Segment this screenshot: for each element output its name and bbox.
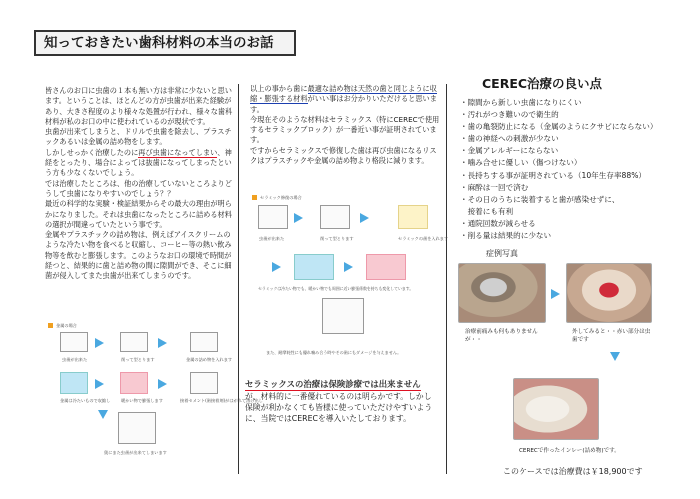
photo-caption: CERECで作ったインレー(詰め物)です。 [519, 448, 620, 454]
left-paragraph-3: しかしせっかく治療したのに再び虫歯になってしまい、神経をとったり、場合によっては抜歯になってしまったという方も少なくないでしょう。 [45, 147, 232, 178]
column-divider-right [446, 84, 447, 474]
left-paragraph-1: 皆さんのお口に虫歯の１本も無い方は非常に少ないと思います。ということは、ほとんどの方が虫歯が出来た経験があり、大きさ程度のより様々な処置が行われ、様々な歯科材料が私のお口の中に使われているのが現状です。 [45, 86, 233, 126]
tooth-figure-warm [366, 254, 406, 280]
diagram-title: セラミック修復の場合 [260, 195, 302, 200]
arrow-icon [158, 338, 167, 348]
page-title: 知っておきたい歯科材料の本当のお話 [34, 30, 296, 56]
tooth-figure [60, 332, 88, 352]
left-paragraph-4: では治療したところは、他の治療していないところよりどうして虫歯になりやすいのでしょう？？ [45, 178, 232, 198]
case-photo-removed [566, 263, 652, 323]
arrow-icon [551, 289, 560, 299]
tooth-figure-ceramic-restored [322, 298, 364, 334]
tooth-figure-decayed [118, 412, 156, 444]
tooth-figure-cold [294, 254, 334, 280]
diagram-label: 削って型とります [121, 357, 155, 362]
diagram-label: 削って型とります [320, 236, 354, 241]
tooth-figure-warm [120, 372, 148, 394]
photo-caption: 外してみると・・赤い部分は虫歯です [572, 329, 651, 343]
middle-paragraph-1: 以上の事から歯に最適な詰め物は天然の歯と同じように収縮・膨張する材料がいい事はお分かりいただけると思います。 [250, 84, 437, 114]
tooth-figure [190, 372, 218, 394]
list-item: ・歯の亀裂防止になる（金属のようにクサビにならない） [460, 122, 658, 132]
list-item: ・隙間から新しい虫歯になりにくい [460, 98, 582, 107]
diagram-title: 金属の場合 [56, 323, 77, 328]
tooth-figure [320, 205, 350, 229]
tooth-figure-cold [60, 372, 88, 394]
cerec-benefits-title: CEREC治療の良い点 [482, 76, 603, 91]
list-item: ・噛み合せに優しい（傷つけない） [460, 158, 582, 168]
list-item: ・金属アレルギーにならない [460, 146, 559, 156]
arrow-down-icon [610, 352, 620, 361]
diagram-label: 奥にまた虫歯が出来てしまいます [104, 450, 167, 455]
left-column-text [45, 86, 233, 282]
diagram-label: セラミックの歯を入れます [398, 236, 449, 241]
list-item: ・汚れがつき難いので衛生的 [460, 110, 559, 120]
bullet-icon [48, 323, 53, 328]
tooth-figure [190, 332, 218, 352]
insurance-heading: セラミックスの治療は保険診療では出来ません [245, 379, 421, 389]
left-paragraph-5: 最近の科学的な実験・検証結果からその最大の理由が明らかになりました。それは虫歯になったところに詰める材料の選択が間違っていたという事です。 [45, 199, 232, 229]
middle-paragraph-3: ですからセラミックスで修復した歯は再び虫歯になるリスクはプラスチックや金属の詰め物より格段に減ります。 [250, 145, 437, 166]
arrow-icon [158, 379, 167, 389]
diagram-label: 接着セメント(歯接着剤)がはがれて溶け出し [180, 398, 263, 403]
arrow-icon [95, 379, 104, 389]
middle-column-text [250, 84, 440, 166]
photo-caption: 治療前痛みも何もありませんが・・ [465, 329, 538, 343]
arrow-icon [294, 213, 303, 223]
tooth-figure [120, 332, 148, 352]
insurance-text: が、材料的に一番優れているのは明らかです。しかし保険が利かなくても皆様に使っていただけやすいように、当院ではCERECを導入いたしております。 [245, 392, 433, 423]
list-item: ・その日のうちに装着すると歯が感染せずに、 [460, 194, 620, 204]
list-item: 接着にも有利 [460, 206, 514, 216]
tooth-figure-ceramic [398, 205, 428, 229]
case-photo-cerec-inlay [513, 378, 599, 440]
cerec-benefits-list [460, 97, 657, 242]
diagram-label: 虫歯が出来た [62, 357, 88, 362]
column-divider-left [238, 84, 239, 474]
arrow-icon [272, 262, 281, 272]
diagram-label: 虫歯が出来た [259, 236, 285, 241]
list-item: ・削る量は結果的に少ない [460, 231, 552, 241]
arrow-icon [344, 262, 353, 272]
list-item: ・麻酔は一回で済む [460, 182, 529, 192]
treatment-cost: このケースでは治療費は￥18,900です [503, 467, 643, 476]
left-paragraph-2: 虫歯が出来てしまうと、ドリルで虫歯を除去し、プラスチックあるいは金属の詰め物をします。 [45, 127, 232, 147]
left-paragraph-6: 金属やプラスチックの詰め物は、例えばアイスクリームのような冷たい物を食べると収縮し、コーヒー等の熱い飲み物等を飲むと膨張します。このようなお口の環境で時間が経つと、結果的に歯と詰め物の間に隙間ができ、そこに細菌が侵入してまた虫歯が出来てしまうのです。 [45, 230, 232, 281]
underlined-ideal-material: 最適な詰め物は天然の歯と同じように収縮・膨張する材料 [250, 84, 437, 104]
middle-paragraph-2: 今現在そのような材料はセラミックス（特にCERECで使用するセラミックブロック）が一番近い事が証明されています。 [250, 114, 440, 145]
bullet-icon [252, 195, 257, 200]
arrow-down-icon [98, 410, 108, 419]
list-item: ・歯の神経への刺激が少ない [460, 134, 559, 144]
arrow-icon [360, 213, 369, 223]
diagram-label: 金属は冷たいもので収縮し [60, 398, 111, 403]
arrow-icon [95, 338, 104, 348]
case-photo-before [458, 263, 546, 323]
list-item: ・通院回数が減らせる [460, 218, 536, 228]
case-photos-title: 症例写真 [486, 249, 518, 258]
list-item: ・長持ちする事が証明されている（10年生存率88%） [460, 170, 647, 180]
diagram-label: また、耐摩耗性にも優れ噛み合う時やその歯にもダメージを与えません。 [266, 350, 402, 355]
tooth-figure [258, 205, 288, 229]
diagram-label: 金属の詰め物を入れます [186, 357, 233, 362]
diagram-label: 暖かい物で膨張します [121, 398, 163, 403]
underlined-recurrence: 再び虫歯になってしまい [138, 147, 218, 157]
diagram-label: セラミックは冷たい物でも、暖かい物でも周囲に近い膨張係数を持ちも変化しています。 [258, 286, 414, 291]
